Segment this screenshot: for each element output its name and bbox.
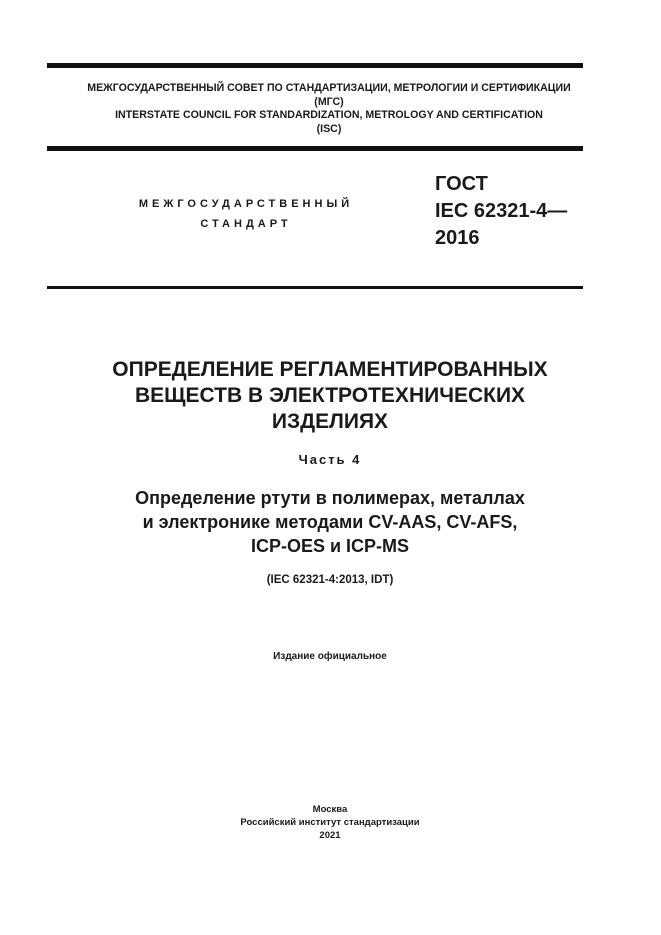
edition-label: Издание официальное <box>273 651 387 662</box>
standard-designation <box>435 171 567 252</box>
subtitle-line1: Определение ртути в полимерах, металлах <box>135 488 525 508</box>
publisher-year: 2021 <box>319 830 341 841</box>
council-name-ru: МЕЖГОСУДАРСТВЕННЫЙ СОВЕТ ПО СТАНДАРТИЗАЦИИ, МЕТРОЛОГИИ И СЕРТИФИКАЦИИ <box>87 82 571 94</box>
top-rule <box>47 63 583 68</box>
designation-gost: ГОСТ <box>435 173 488 195</box>
title-line3: ИЗДЕЛИЯХ <box>271 410 389 433</box>
title-line1: ОПРЕДЕЛЕНИЕ РЕГЛАМЕНТИРОВАННЫХ <box>112 358 548 381</box>
council-header <box>47 82 611 136</box>
title-line2: ВЕЩЕСТВ В ЭЛЕКТРОТЕХНИЧЕСКИХ <box>134 384 526 407</box>
council-abbr-en: (ISC) <box>316 122 342 135</box>
subtitle-line2: и электронике методами CV-AAS, CV-AFS, <box>142 512 518 532</box>
designation-year: 2016 <box>435 227 480 249</box>
part-label: Часть 4 <box>298 452 362 467</box>
publisher-info <box>40 803 620 842</box>
iec-reference: (IEC 62321-4:2013, IDT) <box>266 574 394 586</box>
council-abbr-ru: (МГС) <box>314 95 344 108</box>
designation-number: IEC 62321-4— <box>435 200 568 222</box>
standard-type <box>120 194 372 234</box>
middle-rule <box>47 146 583 151</box>
publisher-city: Москва <box>312 804 348 815</box>
standard-type-line1: МЕЖГОСУДАРСТВЕННЫЙ <box>138 198 354 210</box>
subtitle-line3: ICP-OES и ICP-MS <box>250 536 410 556</box>
council-name-en: INTERSTATE COUNCIL FOR STANDARDIZATION, METROLOGY AND CERTIFICATION <box>115 109 543 122</box>
thin-rule <box>47 286 583 289</box>
document-subtitle <box>40 486 620 558</box>
publisher-institute: Российский институт стандартизации <box>240 817 420 828</box>
standard-type-line2: СТАНДАРТ <box>200 218 292 230</box>
document-title <box>40 357 620 435</box>
